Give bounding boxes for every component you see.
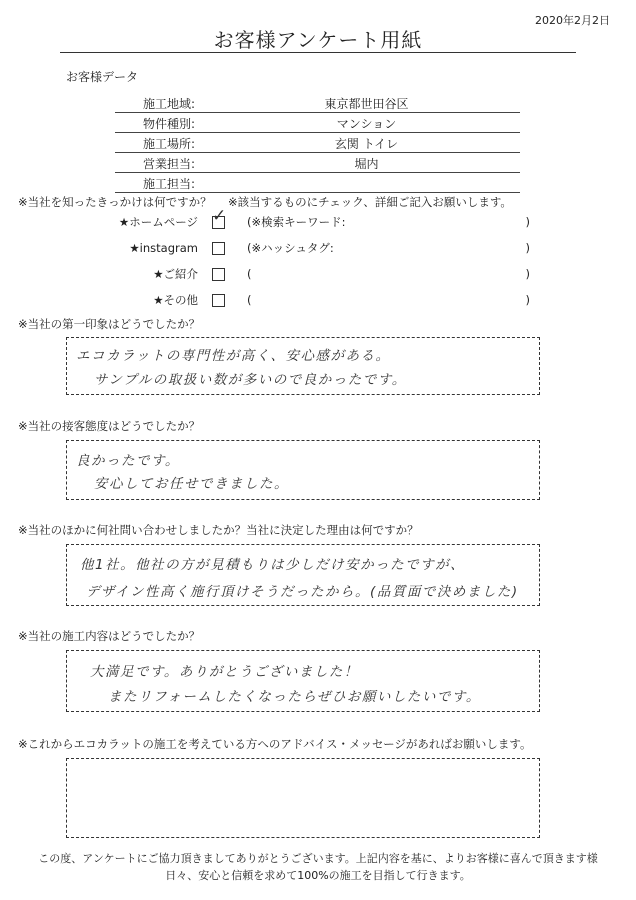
customer-row-installer bbox=[115, 173, 520, 193]
source-option-referral bbox=[80, 264, 530, 284]
customer-row-property-type bbox=[115, 113, 520, 133]
row-label: 施工地域: bbox=[143, 97, 196, 111]
q5-answer-line: 大満足です。ありがとうございました！ bbox=[90, 664, 359, 680]
source-option-instagram bbox=[80, 238, 530, 258]
footer-message-line1: この度、アンケートにご協力頂きましてありがとうございます。上記内容を基に、よりお客様に喜んで頂きます様 bbox=[38, 852, 598, 865]
option-label: ★その他 bbox=[153, 293, 198, 307]
row-label: 施工担当: bbox=[143, 177, 196, 191]
other-checkbox[interactable] bbox=[212, 294, 225, 307]
footer-message-line2: 日々、安心と信頼を求めて100%の施工を目指して行きます。 bbox=[165, 869, 471, 882]
homepage-checkbox[interactable] bbox=[212, 205, 227, 229]
row-value: 玄関 トイレ bbox=[334, 137, 399, 151]
q5-answer-line: またリフォームしたくなったらぜひお願いしたいです。 bbox=[108, 689, 481, 705]
q3-answer-line: 良かったです。 bbox=[76, 453, 180, 469]
customer-row-location bbox=[115, 133, 520, 153]
q1-instruction: ※該当するものにチェック、詳細ご記入お願いします。 bbox=[228, 195, 512, 209]
row-label: 物件種別: bbox=[143, 117, 196, 131]
option-detail: ( bbox=[247, 293, 252, 307]
source-option-other bbox=[80, 290, 530, 310]
option-close-paren: ) bbox=[525, 215, 530, 229]
customer-row-sales-rep bbox=[115, 153, 520, 173]
option-close-paren: ) bbox=[525, 267, 530, 281]
q4-answer-line: デザイン性高く施行頂けそうだったから。(品質面で決めました) bbox=[86, 584, 519, 600]
instagram-checkbox[interactable] bbox=[212, 242, 225, 255]
q3-answer-line: 安心してお任せできました。 bbox=[94, 476, 289, 492]
survey-date: 2020年2月2日 bbox=[535, 14, 610, 27]
q3-question: ※当社の接客態度はどうでしたか？ bbox=[18, 419, 201, 433]
option-label: ★instagram bbox=[129, 241, 198, 255]
option-close-paren: ) bbox=[525, 241, 530, 255]
option-detail: (※検索キーワード: bbox=[247, 215, 346, 229]
row-label: 施工場所: bbox=[143, 137, 196, 151]
q2-answer-line: サンプルの取扱い数が多いので良かったです。 bbox=[94, 372, 407, 388]
referral-checkbox[interactable] bbox=[212, 268, 225, 281]
option-detail: (※ハッシュタグ: bbox=[247, 241, 334, 255]
q5-question: ※当社の施工内容はどうでしたか？ bbox=[18, 629, 201, 643]
q6-answer-box[interactable] bbox=[66, 758, 540, 838]
row-label: 営業担当: bbox=[143, 157, 196, 171]
customer-data-table bbox=[115, 93, 520, 193]
option-label: ★ホームページ bbox=[118, 215, 198, 229]
row-value: マンション bbox=[336, 117, 397, 131]
q2-question: ※当社の第一印象はどうでしたか？ bbox=[18, 317, 201, 331]
row-value: 堀内 bbox=[354, 157, 379, 171]
q4-answer-line: 他1社。他社の方が見積もりは少しだけ安かったですが、 bbox=[80, 557, 466, 573]
source-option-homepage bbox=[80, 205, 530, 232]
customer-data-heading: お客様データ bbox=[66, 70, 139, 84]
q6-question: ※これからエコカラットの施工を考えている方へのアドバイス・メッセージがあればお願いします。 bbox=[18, 737, 532, 751]
page-title: お客様アンケート用紙 bbox=[213, 28, 423, 52]
option-label: ★ご紹介 bbox=[153, 267, 198, 281]
title-underline bbox=[60, 52, 576, 53]
row-value: 東京都世田谷区 bbox=[324, 97, 409, 111]
customer-row-area bbox=[115, 93, 520, 113]
q1-question: ※当社を知ったきっかけは何ですか？ bbox=[18, 195, 212, 209]
check-mark-icon: ✓ bbox=[212, 205, 227, 226]
option-close-paren: ) bbox=[525, 293, 530, 307]
q2-answer-line: エコカラットの専門性が高く、安心感がある。 bbox=[76, 348, 391, 364]
option-detail: ( bbox=[247, 267, 252, 281]
q4-question: ※当社のほかに何社問い合わせしましたか？当社に決定した理由は何ですか？ bbox=[18, 523, 419, 537]
